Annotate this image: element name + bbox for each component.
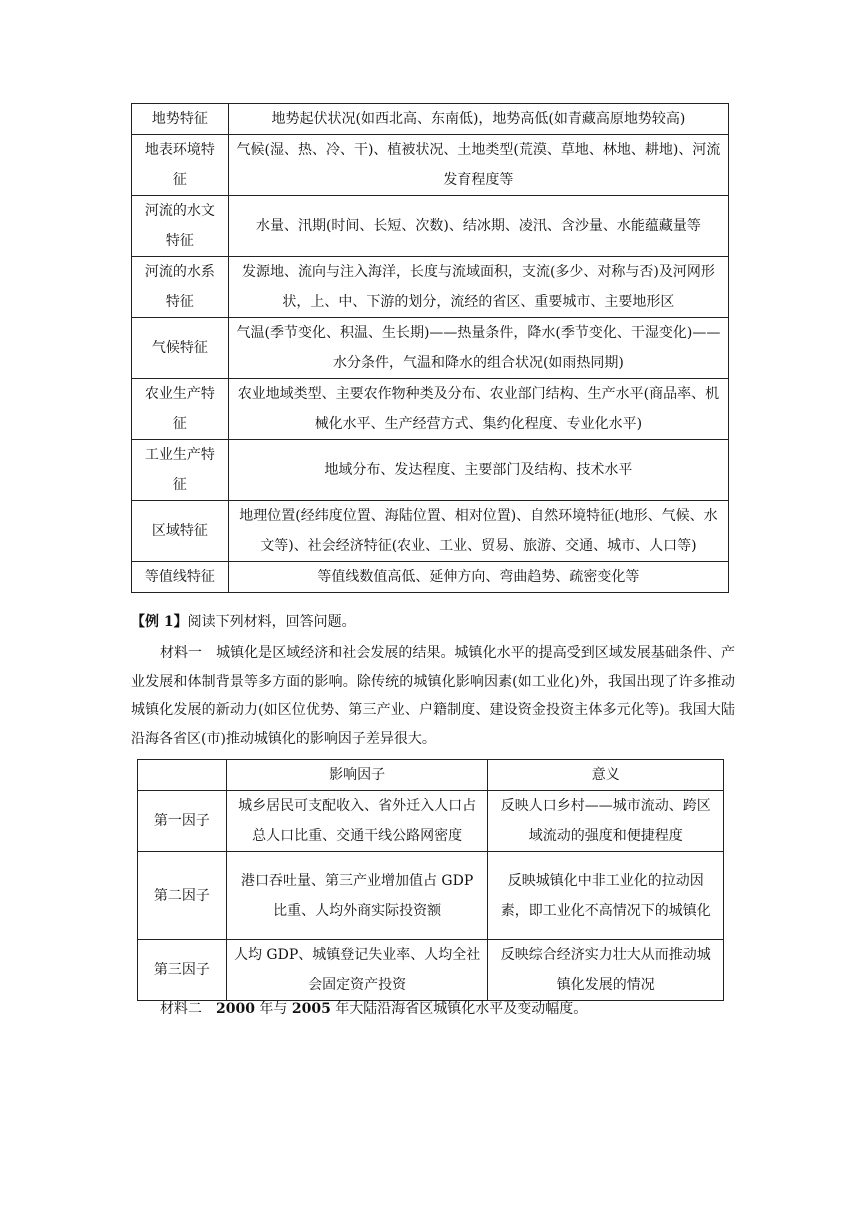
factor-table bbox=[137, 759, 724, 1001]
feature-desc: 地势起伏状况(如西北高、东南低)，地势高低(如青藏高原地势较高) bbox=[228, 104, 728, 135]
feature-name: 工业生产特征 bbox=[132, 440, 229, 501]
table-row bbox=[132, 135, 729, 196]
material-two-line bbox=[160, 998, 587, 1020]
feature-name: 地势特征 bbox=[132, 104, 229, 135]
example-tag: 【例 1】 bbox=[131, 614, 188, 630]
factor-name: 第一因子 bbox=[138, 791, 227, 852]
feature-desc: 农业地域类型、主要农作物种类及分布、农业部门结构、生产水平(商品率、机械化水平、生产经营方式、集约化程度、专业化水平) bbox=[228, 379, 728, 440]
feature-name: 等值线特征 bbox=[132, 562, 229, 593]
factor-items: 城乡居民可支配收入、省外迁入人口占总人口比重、交通干线公路网密度 bbox=[226, 791, 488, 852]
table-row bbox=[132, 379, 729, 440]
table-row bbox=[132, 562, 729, 593]
table-row bbox=[132, 104, 729, 135]
factor-name: 第二因子 bbox=[138, 852, 227, 940]
column-header-meaning: 意义 bbox=[488, 760, 724, 791]
feature-desc: 地域分布、发达程度、主要部门及结构、技术水平 bbox=[228, 440, 728, 501]
factor-meaning: 反映综合经济实力壮大从而推动城镇化发展的情况 bbox=[488, 940, 724, 1001]
column-header-factors: 影响因子 bbox=[226, 760, 488, 791]
feature-table bbox=[131, 103, 729, 593]
feature-desc: 气候(湿、热、冷、干)、植被状况、土地类型(荒漠、草地、林地、耕地)、河流发育程度等 bbox=[228, 135, 728, 196]
feature-desc: 水量、汛期(时间、长短、次数)、结冰期、凌汛、含沙量、水能蕴藏量等 bbox=[228, 196, 728, 257]
table-row bbox=[132, 501, 729, 562]
feature-name: 农业生产特征 bbox=[132, 379, 229, 440]
feature-name: 区域特征 bbox=[132, 501, 229, 562]
table-row bbox=[138, 852, 724, 940]
material-two-rest: 年大陆沿海省区城镇化水平及变动幅度。 bbox=[330, 1001, 588, 1017]
table-row bbox=[132, 440, 729, 501]
factor-meaning: 反映城镇化中非工业化的拉动因素，即工业化不高情况下的城镇化 bbox=[488, 852, 724, 940]
feature-desc: 发源地、流向与注入海洋，长度与流域面积，支流(多少、对称与否)及河网形状，上、中、下游的划分，流经的省区、重要城市、主要地形区 bbox=[228, 257, 728, 318]
feature-desc: 等值线数值高低、延伸方向、弯曲趋势、疏密变化等 bbox=[228, 562, 728, 593]
material-two-year-a: 2000 bbox=[216, 1001, 255, 1017]
example-heading bbox=[131, 611, 356, 633]
example-instruction: 阅读下列材料，回答问题。 bbox=[187, 614, 356, 630]
table-row bbox=[138, 791, 724, 852]
feature-name: 河流的水系特征 bbox=[132, 257, 229, 318]
table-row bbox=[138, 940, 724, 1001]
feature-desc: 气温(季节变化、积温、生长期)——热量条件，降水(季节变化、干湿变化)——水分条件，气温和降水的组合状况(如雨热同期) bbox=[228, 318, 728, 379]
feature-desc: 地理位置(经纬度位置、海陆位置、相对位置)、自然环境特征(地形、气候、水文等)、社会经济特征(农业、工业、贸易、旅游、交通、城市、人口等) bbox=[228, 501, 728, 562]
factor-items: 人均 GDP、城镇登记失业率、人均全社会固定资产投资 bbox=[226, 940, 488, 1001]
material-two-label: 材料二 bbox=[160, 1001, 216, 1017]
material-one-paragraph: 材料一 城镇化是区域经济和社会发展的结果。城镇化水平的提高受到区域发展基础条件、产业发展和体制背景等多方面的影响。除传统的城镇化影响因素(如工业化)外，我国出现了许多推动城镇化发展的新动力(如区位优势、第三产业、户籍制度、建设资金投资主体多元化等)。我国大陆沿海各省区(市)推动城镇化的影响因子差异很大。 bbox=[131, 645, 735, 747]
table-row bbox=[132, 196, 729, 257]
table-row bbox=[132, 318, 729, 379]
table-row bbox=[132, 257, 729, 318]
column-header-blank bbox=[138, 760, 227, 791]
feature-name: 地表环境特征 bbox=[132, 135, 229, 196]
feature-name: 河流的水文特征 bbox=[132, 196, 229, 257]
material-two-year-b: 2005 bbox=[291, 1001, 331, 1017]
factor-meaning: 反映人口乡村——城市流动、跨区域流动的强度和便捷程度 bbox=[488, 791, 724, 852]
factor-items: 港口吞吐量、第三产业增加值占 GDP 比重、人均外商实际投资额 bbox=[226, 852, 488, 940]
feature-name: 气候特征 bbox=[132, 318, 229, 379]
table-header-row bbox=[138, 760, 724, 791]
material-two-mid: 年与 bbox=[254, 1001, 292, 1017]
factor-name: 第三因子 bbox=[138, 940, 227, 1001]
